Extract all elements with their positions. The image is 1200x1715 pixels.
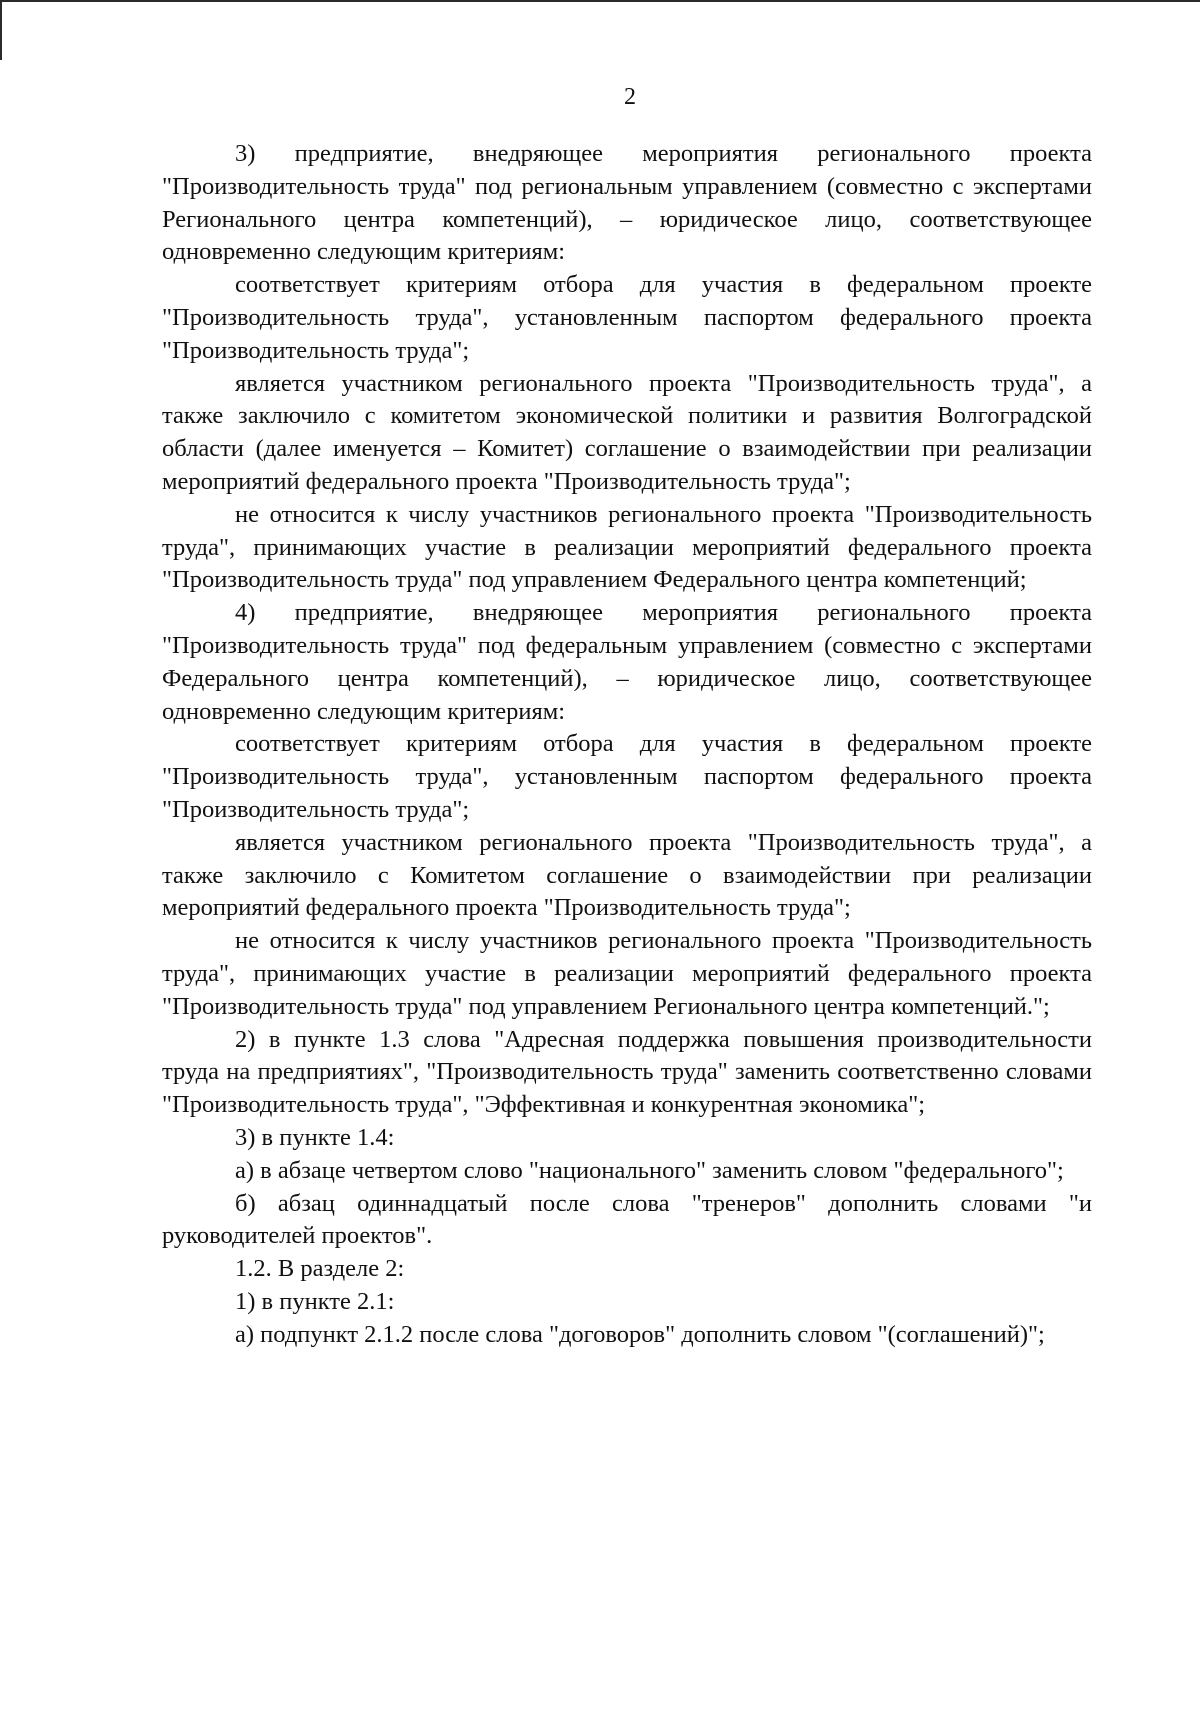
paragraph-criterion-selection: соответствует критериям отбора для участия в федеральном проекте "Производительность труда", установленным паспортом федерального проекта "Производительность труда"; [162, 271, 1092, 364]
paragraph-criterion-not-federal: не относится к числу участников регионального проекта "Производительность труда", принимающих участие в реализации мероприятий федерального проекта "Производительность труда" под управлением Федерального центра компетенций; [162, 500, 1092, 594]
paragraph-item-4-federal-enterprise: 4) предприятие, внедряющее мероприятия регионального проекта "Производительность труда" под федеральным управлением (совместно с экспертами Федерального центра компетенций), – юридическое лицо, соответствующее одновременно следующим критериям: [162, 599, 1092, 725]
paragraph-section-2-heading: 1.2. В разделе 2: [235, 1255, 405, 1283]
paragraph-criterion-selection-federal: соответствует критериям отбора для участия в федеральном проекте "Производительность труда", установленным паспортом федерального проекта "Производительность труда"; [162, 730, 1092, 823]
document-body [162, 138, 1092, 1351]
page-top-edge [0, 0, 1200, 2]
paragraph-amendment-1-3: 2) в пункте 1.3 слова "Адресная поддержка повышения производительности труда на предприятиях", "Производительность труда" заменить соответственно словами "Производительность труда", "Эффективная и конкурентная экономика"; [162, 1025, 1092, 1119]
paragraph-amendment-2-1: 1) в пункте 2.1: [235, 1287, 395, 1315]
paragraph-criterion-participant-committee: является участником регионального проекта "Производительность труда", а также заключило с комитетом экономической политики и развития Волгоградской области (далее именуется – Комитет) соглашение о взаимодействии при реализации мероприятий федерального проекта "Производительность труда"; [162, 369, 1092, 495]
paragraph-amendment-1-4-a: а) в абзаце четвертом слово "национального" заменить словом "федерального"; [235, 1156, 1064, 1184]
paragraph-criterion-not-regional: не относится к числу участников регионального проекта "Производительность труда", принимающих участие в реализации мероприятий федерального проекта "Производительность труда" под управлением Регионального центра компетенций."; [162, 927, 1092, 1020]
paragraph-amendment-2-1-2: а) подпункт 2.1.2 после слова "договоров" дополнить словом "(соглашений)"; [235, 1320, 1045, 1348]
paragraph-criterion-participant-federal: является участником регионального проекта "Производительность труда", а также заключило с Комитетом соглашение о взаимодействии при реализации мероприятий федерального проекта "Производительность труда"; [162, 828, 1092, 922]
page-number: 2 [624, 84, 636, 110]
paragraph-amendment-1-4: 3) в пункте 1.4: [235, 1123, 395, 1151]
page-left-edge [0, 0, 2, 60]
paragraph-item-3-regional-enterprise: 3) предприятие, внедряющее мероприятия регионального проекта "Производительность труда" под региональным управлением (совместно с экспертами Регионального центра компетенций), – юридическое лицо, соответствующее одновременно следующим критериям: [162, 140, 1092, 266]
paragraph-amendment-1-4-b: б) абзац одиннадцатый после слова "тренеров" дополнить словами "и руководителей проектов". [162, 1189, 1092, 1250]
